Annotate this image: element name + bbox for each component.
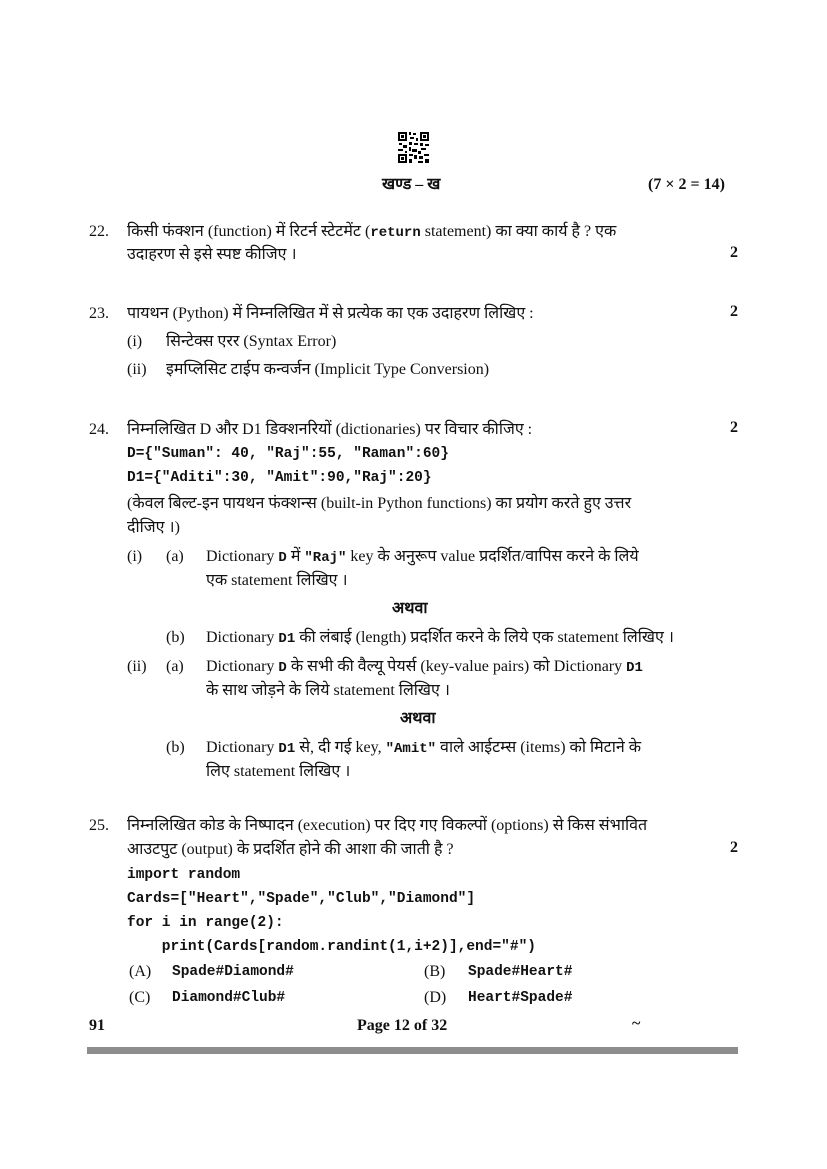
q24-i-a-text: Dictionary D में "Raj" key के अनुरूप value प्रदर्शित/वापिस करने के लिये [206, 548, 639, 566]
q23-marks: 2 [730, 303, 738, 320]
q25-code-line: import random [127, 867, 241, 883]
q24-number: 24. [89, 421, 109, 438]
page-number: Page 12 of 32 [357, 1017, 448, 1034]
paper-code: 91 [89, 1017, 105, 1034]
q22-number: 22. [89, 223, 109, 240]
q24-marks: 2 [730, 419, 738, 436]
q25-option-text: Diamond#Club# [172, 990, 286, 1006]
q24-code-d: D={"Suman": 40, "Raj":55, "Raman":60} [127, 446, 449, 462]
qr-code-icon [397, 131, 430, 164]
q24-ii-b-label: (b) [166, 739, 185, 756]
q25-option-text: Spade#Diamond# [172, 964, 294, 980]
q24-part-ii-label: (ii) [127, 658, 147, 675]
q22-marks: 2 [730, 244, 738, 261]
q24-i-a-label: (a) [166, 548, 184, 565]
section-title: खण्ड – ख [382, 176, 441, 193]
q24-part-i-label: (i) [127, 548, 143, 565]
section-marks: (7 × 2 = 14) [648, 176, 725, 193]
q25-code-line: for i in range(2): [127, 915, 284, 931]
q24-note-line2: दीजिए ।) [127, 519, 180, 536]
q22-text-line2: उदाहरण से इसे स्पष्ट कीजिए । [127, 246, 297, 263]
q24-code-d1: D1={"Aditi":30, "Amit":90,"Raj":20} [127, 470, 432, 486]
q24-or-2: अथवा [400, 710, 436, 727]
q25-option-label: (C) [129, 989, 151, 1006]
q23-number: 23. [89, 305, 109, 322]
footer-rule [87, 1047, 738, 1054]
q23-item-label: (ii) [127, 361, 147, 378]
q22-text-line1: किसी फंक्शन (function) में रिटर्न स्टेटमेंट (return statement) का क्या कार्य है ? एक [127, 223, 617, 241]
q25-option-label: (A) [129, 963, 152, 980]
q25-text-line2: आउटपुट (output) के प्रदर्शित होने की आशा की जाती है ? [127, 841, 454, 858]
q24-ii-a-text-line2: के साथ जोड़ने के लिये statement लिखिए । [206, 682, 450, 699]
q25-marks: 2 [730, 839, 738, 856]
q24-i-b-text: Dictionary D1 की लंबाई (length) प्रदर्शित करने के लिये एक statement लिखिए । [206, 629, 674, 647]
q24-text: निम्नलिखित D और D1 डिक्शनरियों (dictionaries) पर विचार कीजिए : [127, 421, 533, 438]
q24-i-a-text-line2: एक statement लिखिए । [206, 572, 348, 589]
q24-or-1: अथवा [392, 600, 428, 617]
q25-number: 25. [89, 817, 109, 834]
q25-code-line: print(Cards[random.randint(1,i+2)],end="#") [127, 939, 536, 955]
q25-code-line: Cards=["Heart","Spade","Club","Diamond"] [127, 891, 476, 907]
q25-option-label: (D) [424, 989, 447, 1006]
q23-text: पायथन (Python) में निम्नलिखित में से प्रत्येक का एक उदाहरण लिखिए : [127, 305, 534, 322]
q23-item-text: सिन्टेक्स एरर (Syntax Error) [166, 333, 337, 350]
q25-text-line1: निम्नलिखित कोड के निष्पादन (execution) पर दिए गए विकल्पों (options) से किस संभावित [127, 817, 648, 834]
q25-option-text: Heart#Spade# [468, 990, 573, 1006]
q25-option-text: Spade#Heart# [468, 964, 573, 980]
q24-ii-b-text: Dictionary D1 से, दी गई key, "Amit" वाले आईटम्स (items) को मिटाने के [206, 739, 642, 757]
q24-ii-a-label: (a) [166, 658, 184, 675]
q24-note-line1: (केवल बिल्ट-इन पायथन फंक्शन्स (built-in Python functions) का प्रयोग करते हुए उत्तर [127, 495, 632, 512]
q24-ii-b-text-line2: लिए statement लिखिए । [206, 763, 351, 780]
q23-item-text: इमप्लिसिट टाईप कन्वर्जन (Implicit Type Conversion) [166, 361, 490, 378]
q23-item-label: (i) [127, 333, 143, 350]
q24-ii-a-text: Dictionary D के सभी की वैल्यू पेयर्स (key-value pairs) को Dictionary D1 [206, 658, 643, 676]
tilde-mark: ~ [632, 1015, 641, 1032]
q25-option-label: (B) [424, 963, 446, 980]
q24-i-b-label: (b) [166, 629, 185, 646]
